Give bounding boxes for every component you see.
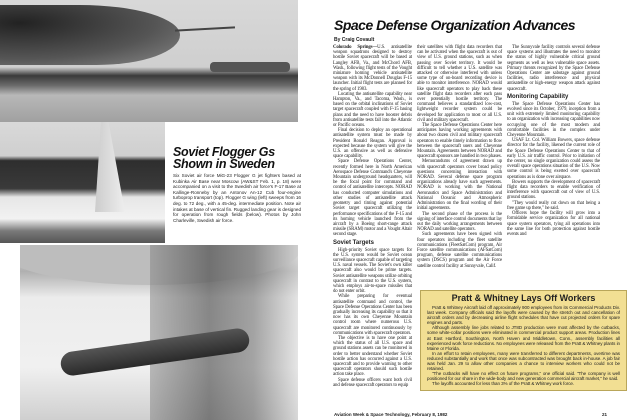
box-paragraph: In an effort to retain employees, many were transferred to different departments, overtime was reduced substantially and work that once was subcontracted was brought back in-house. A job fair was held Jan. 29 to allow other companies a chance to interview workers who could not be retained. [427, 350, 620, 372]
article-column-2 [417, 45, 502, 269]
paragraph: "They would really cut down on that being a free game up there," he said. [507, 200, 600, 211]
paragraph: Space Defense Operations Center, recently formed here in North American Aerospace Defense Command's Cheyenne Mountain underground headquarters, will be the focal point for command and control of antisatellite intercepts. NORAD has conducted computer simulations and other studies of antisatellite attack geometry and timing against potential Soviet target spacecraft utilizing the performance specifications of the F-15 and its homing vehicle launched from the aircraft by a Boeing short-range attack missile (SRAM) motor and a Vought Altair second stage. [333, 159, 412, 238]
paragraph: The objective is to have one point at which the status of all U.S. space and ground stations assets can be monitored in order to better understand whether Soviet hostile action has occurred against a U.S. spacecraft and to provide warning to other spacecraft operators should such hostile action take place. [333, 335, 412, 378]
subhead-monitoring-capability: Monitoring Capability [507, 93, 569, 100]
box-paragraph: "The cutbacks will have no effect on future programs," one official said. "The company is well positioned for our share in the wide-body and new generation commercial aircraft market," he said. [427, 371, 620, 382]
paragraph: Such agreements have been signed with four operators including the fleet satellite communications (FleetSatCom) program, Air Force satellite communications (AFSatCom) program, defense satellite communications system (DSCS) program and the Air Force satellite control facility at Sunnyvale, Calif. [417, 232, 502, 269]
sidebar-caption [173, 146, 301, 223]
paragraph: Bowers supports the development of spacecraft flight data recorders to enable verification of interference with spacecraft out of view of U.S. ground stations. [507, 179, 600, 201]
paragraph: The Space Defense Operations Center has evolved since its October, 1979, inception from a unit with extremely limited monitoring capability to an organization with increasing capabilities now occupying one of the most modern and comfortable facilities in the complex under Cheyenne Mountain. [507, 101, 600, 139]
pratt-whitney-sidebar-box [420, 290, 627, 391]
sidebar-caption-text: Six Soviet air force MiG-23 Flogger G jet fighters based at Kubinka Air Base near Moscow (AW&ST Feb. 1, p. 18) were accompanied on a visit to the Swedish air force's F-17 Base at Kallinge-Ronneby by an Antonov An-12 Cub four-engine turboprop transport (top). Flogger G wing (left) sweeps from 16 deg. to 72 deg., with a 45-deg. intermediate position. Note air intakes at base of vertical fin. Rugged landing gear is designed for operation from rough fields (below). Photos by John Charleville, Swedish air force. [173, 173, 301, 223]
sidebar-title: Soviet Flogger Gs Shown in Sweden [173, 145, 275, 171]
paragraph: The Space Defense Operations Center here anticipates having working agreements with about two dozen civil and military spacecraft operators to enable timely information to flow between the spacecraft users and Cheyenne Mountain. Agreements between NORAD and spacecraft sponsors are handled in two phases. [417, 123, 502, 160]
article-column-1 [333, 45, 412, 388]
paragraph: Officers hope the facility will grow into a formidable service organization for all national space system operators, tying all operations into the same line for both protection against hostile events and [507, 211, 600, 237]
paragraph-text: U.S. antisatellite weapon squadrons designed to destroy hostile Soviet spacecraft will be based at Langley AFB, Va., and McChord AFB, Wash., following flight tests of the Vought miniature homing vehicle antisatellite weapon with its McDonnell Douglas F-15 launcher. Initial flight tests are planned for the spring of 1983. [333, 45, 413, 92]
byline: By Craig Covault [334, 37, 375, 43]
paragraph: The second phase of the process is the signing of interface control documents that lay out the daily working arrangements between NORAD and satellite operators. [417, 211, 502, 233]
box-paragraph: The layoffs accounted for less than 3% of the Pratt & Whitney work force. [432, 381, 575, 387]
paragraph: Space defense officers want both civil and defense spacecraft operators to equip [333, 377, 412, 388]
paragraph: While preparing for eventual antisatellite command and control, the Space Defense Operations Center has been gradually increasing its capability so that it now has its own Cheyenne Mountain control room where numerous U.S. spacecraft are monitored continuously by communications with spacecraft operators. [333, 294, 412, 336]
footer-publication: Aviation Week & Space Technology, February 8, 1982 [334, 412, 448, 417]
paragraph: their satellites with flight data recorders that can be activated when the spacecraft is out of view of U.S. ground stations, such as when passing over Soviet territory. It would be difficult to tell whether a U.S. satellite was attacked or otherwise interfered with unless some type of on-board recording device is able to monitor interference. NORAD would like spacecraft operators to play back these satellite flight data recorders after each pass over potentially hostile territory. The command believes a standardized low-cost, lightweight recorder system could be developed for application to most or all U.S. civil and military spacecraft. [417, 45, 502, 123]
paragraph [333, 45, 412, 92]
article-headline: Space Defense Organization Advances [334, 17, 576, 33]
article-column-3 [507, 45, 600, 237]
paragraph: The Sunnyvale facility controls several defense space systems and illustrates the need to monitor the status of highly vulnerable critical ground segments as well as less vulnerable space assets. Primary threats recognized by the Space Defense Operations Center are sabotage against ground facilities, radio interference and physical antisatellite or high-energy weapon attack against spacecraft. [507, 45, 600, 92]
box-paragraph: Pratt & Whitney Aircraft laid off approximately 900 employees from its Commercial Products Div. last week. Company officials said the layoffs were caused by the stretch out and cancellation of aircraft orders and by decreasing airline flight schedules that have cut projected orders for spare engines and parts. [427, 305, 620, 326]
photo-flogger-landing-gear [20, 245, 298, 420]
box-paragraph: Although assembly line jobs related to JT8D production were most affected by the cutbacks, some white-collar positions were eliminated in commercial product support areas. Production lines at East Hartford, Southington, North Haven and Middletown, Conn., assembly facilities all experienced work force reductions. No employees were released from the Pratt & Whitney plants in Maine or Florida. [427, 325, 620, 351]
page-number: 21 [602, 412, 608, 417]
paragraph: USAF Lt. Col. William Bowers, space defense director for the facility, likened the current role of the Space Defense Operations Center to that of early U.S. air traffic control. Prior to initiation of the center, no single organization could assess the overall space operations situation of the U.S. Now some control is being exerted over spacecraft operations as is done over airspace. [507, 138, 600, 180]
paragraph: Memorandums of agreement drawn up with spacecraft operators cover broad policy questions concerning interaction with NORAD. Several defense space program organizations already have such agreements. NORAD is working with the National Aeronautics and Space Administration and National Oceanic and Atmospheric Administration on the final wording of their initial agreements. [417, 159, 502, 212]
box-title: Pratt & Whitney Lays Off Workers [451, 293, 596, 303]
paragraph: Final decision to deploy an operational antisatellite system must be made by President Ronald Reagan. Approval is expected because the system will give the U.S. an offensive as well as defensive space capability. [333, 128, 412, 160]
paragraph: Locating the antisatellite capability near Hampton, Va., and Tacoma, Wash., is based on the orbital inclinations of Soviet target spacecraft coupled with F-15 basing plans and the need to have booster debris from antisatellite tests fall into the Atlantic or Pacific oceans. [333, 91, 412, 129]
photo-an12-transport-with-flogger-wing [0, 0, 298, 122]
subhead-soviet-targets: Soviet Targets [333, 239, 374, 246]
photo-flogger-tail [0, 122, 165, 243]
dateline: Colorado Springs— [333, 45, 378, 50]
paragraph: High-priority Soviet space targets for the U.S. system would be Soviet ocean surveillance spacecraft capable of targeting U.S. naval vessels. The Soviet's own killer spacecraft also would be prime targets. Soviet antisatellite weapons utilize orbiting spacecraft in contrast to the U.S. system, which employs air-to-space missiles that do not enter orbit. [333, 247, 412, 295]
